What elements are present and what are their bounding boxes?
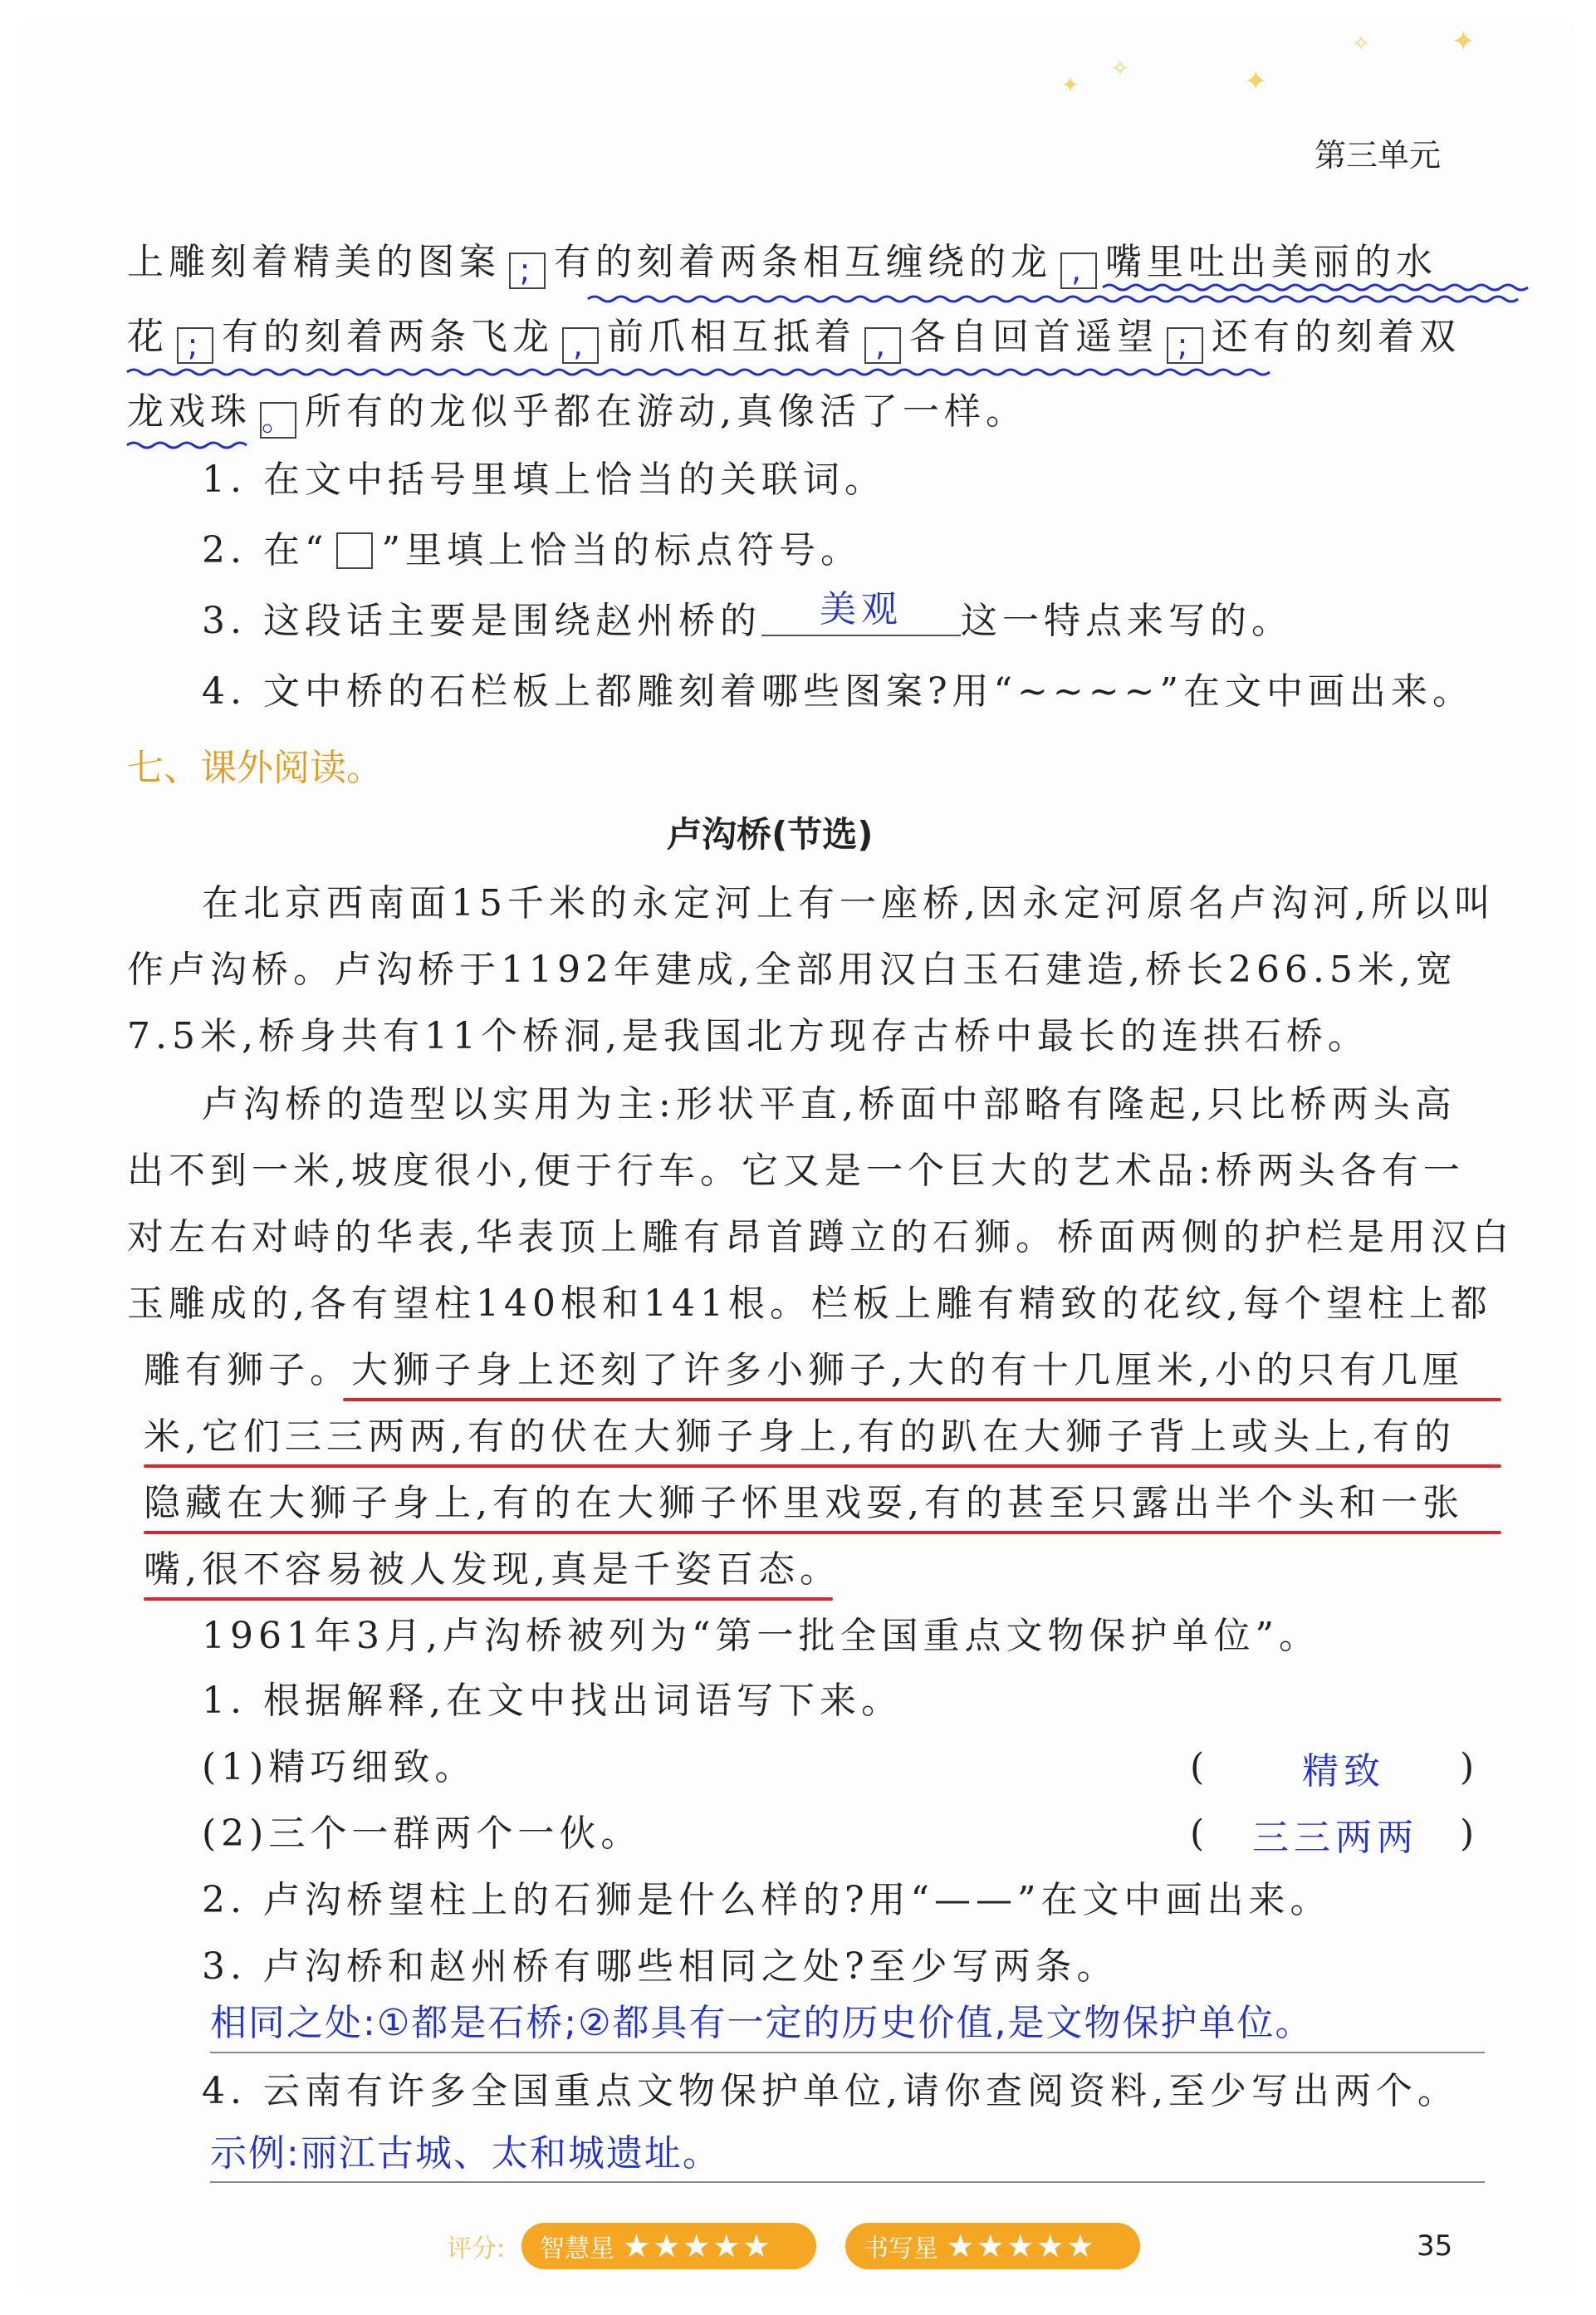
paragraph-2-line: 米,它们三三两两,有的伏在大狮子身上,有的趴在大狮子背上或头上,有的: [144, 1415, 1456, 1458]
punct-box[interactable]: ,: [1060, 253, 1097, 289]
red-underline: [144, 1464, 1501, 1468]
badge-label: 书写星: [864, 2234, 938, 2264]
intro-line-2: 花 ; 有的刻着两条飞龙 , 前爪相互抵着 , 各自回首遥望 ; 还有的刻着双: [127, 316, 1461, 363]
question-6-2: 2. 在“ ”里填上恰当的标点符号。: [202, 529, 862, 571]
question-6-1: 1. 在文中括号里填上恰当的关联词。: [202, 459, 886, 501]
question-6-4: 4. 文中桥的石栏板上都雕刻着哪些图案?用“~~~~”在文中画出来。: [202, 670, 1475, 713]
question-7-2: 2. 卢沟桥望柱上的石狮是什么样的?用“——”在文中画出来。: [202, 1879, 1332, 1921]
intro-line-1: 上雕刻着精美的图案 ; 有的刻着两条相互缠绕的龙 , 嘴里吐出美丽的水: [127, 241, 1437, 288]
score-label: 评分:: [447, 2234, 506, 2264]
paragraph-2-line: 对左右对峙的华表,华表顶上雕有昂首蹲立的石狮。桥面两侧的护栏是用汉白: [127, 1216, 1514, 1258]
paragraph-1-line: 在北京西南面15千米的永定河上有一座桥,因永定河原名卢沟河,所以叫: [202, 882, 1496, 925]
sparkle-icon: ✧: [1352, 32, 1370, 56]
punct-box[interactable]: ;: [509, 253, 546, 289]
unit-label: 第三单元: [1314, 137, 1442, 174]
paragraph-1-line: 作卢沟桥。卢沟桥于1192年建成,全部用汉白玉石建造,桥长266.5米,宽: [127, 949, 1457, 991]
sparkle-icon: ✦: [1061, 73, 1080, 98]
red-underline: [144, 1597, 833, 1601]
punct-box[interactable]: ;: [177, 327, 213, 364]
question-7-4: 4. 云南有许多全国重点文物保护单位,请你查阅资料,至少写出两个。: [202, 2070, 1459, 2112]
answer-line: [210, 2052, 1485, 2053]
wavy-underline: [23, 23, 1573, 488]
paragraph-1-line: 7.5米,桥身共有11个桥洞,是我国北方现存古桥中最长的连拱石桥。: [127, 1015, 1369, 1057]
question-7-1-1: (1)精巧细致。: [202, 1746, 477, 1788]
punct-box-sample: [336, 532, 373, 569]
answer-7-1-1[interactable]: 精致: [1302, 1750, 1385, 1793]
sparkle-icon: ✧: [1111, 56, 1129, 81]
paragraph-2-line: 卢沟桥的造型以实用为主:形状平直,桥面中部略有隆起,只比桥两头高: [202, 1083, 1456, 1126]
question-7-3: 3. 卢沟桥和赵州桥有哪些相同之处?至少写两条。: [202, 1945, 1119, 1988]
writing-star-badge: [845, 2223, 1140, 2269]
answer-blank[interactable]: 美观: [761, 585, 961, 636]
star-rating-icon[interactable]: ★★★★★: [622, 2228, 772, 2264]
paren-close: ): [1460, 1812, 1480, 1855]
sparkle-icon: ✦: [1244, 65, 1268, 98]
red-underline: [343, 1398, 1501, 1401]
star-rating-icon[interactable]: ★★★★★: [946, 2228, 1096, 2264]
question-7-1-2: (2)三个一群两个一伙。: [202, 1812, 643, 1855]
question-6-3: 3. 这段话主要是围绕赵州桥的 美观 这一特点来写的。: [202, 596, 1293, 648]
answer-line: [210, 2181, 1485, 2183]
sparkle-icon: ✦: [1452, 25, 1476, 58]
section-heading: 七、课外阅读。: [127, 747, 383, 789]
question-7-1: 1. 根据解释,在文中找出词语写下来。: [202, 1680, 903, 1722]
paragraph-2-line: 嘴,很不容易被人发现,真是千姿百态。: [144, 1548, 841, 1591]
answer-7-4[interactable]: 示例:丽江古城、太和城遗址。: [210, 2132, 721, 2175]
paragraph-2-line: 隐藏在大狮子身上,有的在大狮子怀里戏耍,有的甚至只露出半个头和一张: [144, 1482, 1464, 1524]
answer-7-3[interactable]: 相同之处:①都是石桥;②都具有一定的历史价值,是文物保护单位。: [210, 2002, 1314, 2044]
article-title: 卢沟桥(节选): [667, 814, 874, 855]
badge-label: 智慧星: [540, 2234, 614, 2264]
workbook-page: [23, 23, 1573, 2292]
paragraph-2-line: 玉雕成的,各有望柱140根和141根。栏板上雕有精致的花纹,每个望柱上都: [127, 1283, 1492, 1325]
paragraph-3: 1961年3月,卢沟桥被列为“第一批全国重点文物保护单位”。: [202, 1615, 1320, 1657]
paren-open: (: [1190, 1746, 1210, 1788]
paragraph-2-line: 出不到一米,坡度很小,便于行车。它又是一个巨大的艺术品:桥两头各有一: [127, 1150, 1465, 1192]
page-number: 35: [1417, 2229, 1453, 2263]
punct-box[interactable]: 。: [262, 401, 299, 438]
punct-box[interactable]: ,: [864, 327, 901, 364]
red-underline: [144, 1531, 1501, 1534]
wisdom-star-badge: [521, 2223, 816, 2269]
paren-close: ): [1460, 1746, 1480, 1788]
answer-7-1-2[interactable]: 三三两两: [1252, 1817, 1418, 1859]
paragraph-2-line: 雕有狮子。大狮子身上还刻了许多小狮子,大的有十几厘米,小的只有几厘: [144, 1349, 1464, 1391]
paren-open: (: [1190, 1812, 1210, 1855]
punct-box[interactable]: ;: [1167, 327, 1203, 364]
intro-line-3: 龙戏珠 。 所有的龙似乎都在游动,真像活了一样。: [127, 390, 1027, 438]
punct-box[interactable]: ,: [562, 327, 599, 364]
